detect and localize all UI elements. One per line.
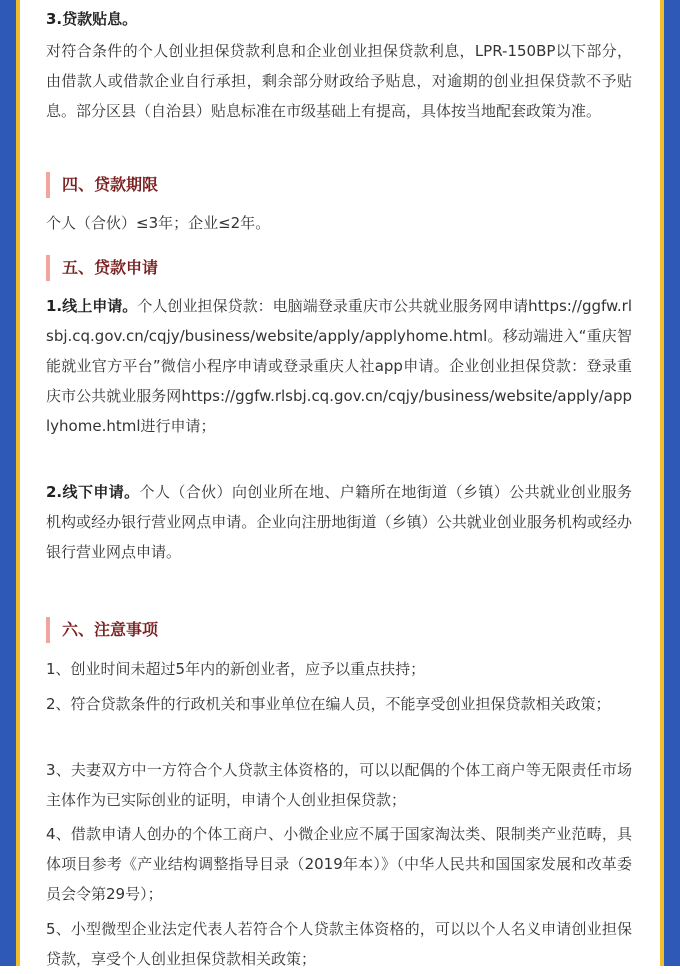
notice-item-1 (46, 654, 632, 684)
notice-item-4 (46, 819, 632, 909)
offline-application-text: 个人（合伙）向创业所在地、户籍所在地街道（乡镇）公共就业创业服务机构或经办银行营业网点申请。企业向注册地街道（乡镇）公共就业创业服务机构或经办银行营业网点申请。 (46, 483, 632, 561)
loan-term-text: 个人（合伙）≤3年；企业≤2年。 (46, 214, 271, 232)
list-item: 2、符合贷款条件的行政机关和事业单位在编人员，不能享受创业担保贷款相关政策； (46, 695, 611, 713)
list-item: 5、小型微型企业法定代表人若符合个人贷款主体资格的，可以以个人名义申请创业担保贷款，享受个人创业担保贷款相关政策； (46, 920, 632, 968)
section-5-title-text: 五、贷款申请 (62, 258, 159, 277)
subsidy-paragraph: 对符合条件的个人创业担保贷款利息和企业创业担保贷款利息，LPR-150BP以下部分，由借款人或借款企业自行承担，剩余部分财政给予贴息，对逾期的创业担保贷款不予贴息。部分区县（自治县）贴息标准在市级基础上有提高，具体按当地配套政策为准。 (46, 42, 632, 120)
subsidy-heading: 3.贷款贴息。 (46, 10, 138, 28)
section-4-body (46, 208, 632, 238)
notice-item-3 (46, 755, 632, 815)
left-border-frame (0, 0, 20, 966)
list-item: 4、借款申请人创办的个体工商户、小微企业应不属于国家淘汰类、限制类产业范畴，具体项目参考《产业结构调整指导目录（2019年本）》（中华人民共和国国家发展和改革委员会令第29号）； (46, 825, 632, 903)
list-item: 3、夫妻双方中一方符合个人贷款主体资格的，可以以配偶的个体工商户等无限责任市场主体作为已实际创业的证明，申请个人创业担保贷款； (46, 761, 632, 809)
online-application-text: 个人创业担保贷款：电脑端登录重庆市公共就业服务网申请https://ggfw.rlsbj.cq.gov.cn/cqjy/business/website/apply/applyhome.html。移动端进入“重庆智能就业官方平台”微信小程序申请或登录重庆人社app申请。企业创业担保贷款：登录重庆市公共就业服务网https://ggfw.rlsbj.cq.gov.cn/cqjy/business/website/apply/applyhome.html进行申请； (46, 297, 633, 435)
section-marker-bar (46, 255, 50, 281)
section-4-title-text: 四、贷款期限 (62, 175, 159, 194)
offline-application-label: 2.线下申请。 (46, 483, 140, 501)
section-4-title (46, 172, 632, 198)
section-marker-bar (46, 172, 50, 198)
right-border-frame (660, 0, 680, 966)
online-application-paragraph (46, 291, 632, 441)
online-application-block (46, 291, 632, 441)
notice-item-2 (46, 689, 632, 719)
online-application-label: 1.线上申请。 (46, 297, 138, 315)
section-6-title (46, 617, 632, 643)
section-marker-bar (46, 617, 50, 643)
subsidy-heading-block (46, 4, 632, 34)
offline-application-block (46, 477, 632, 567)
section-5-title (46, 255, 632, 281)
section-6-title-text: 六、注意事项 (62, 620, 159, 639)
list-item: 1、创业时间未超过5年内的新创业者，应予以重点扶持； (46, 660, 426, 678)
notice-item-5 (46, 914, 632, 974)
subsidy-paragraph-block (46, 36, 632, 126)
offline-application-paragraph (46, 477, 632, 567)
